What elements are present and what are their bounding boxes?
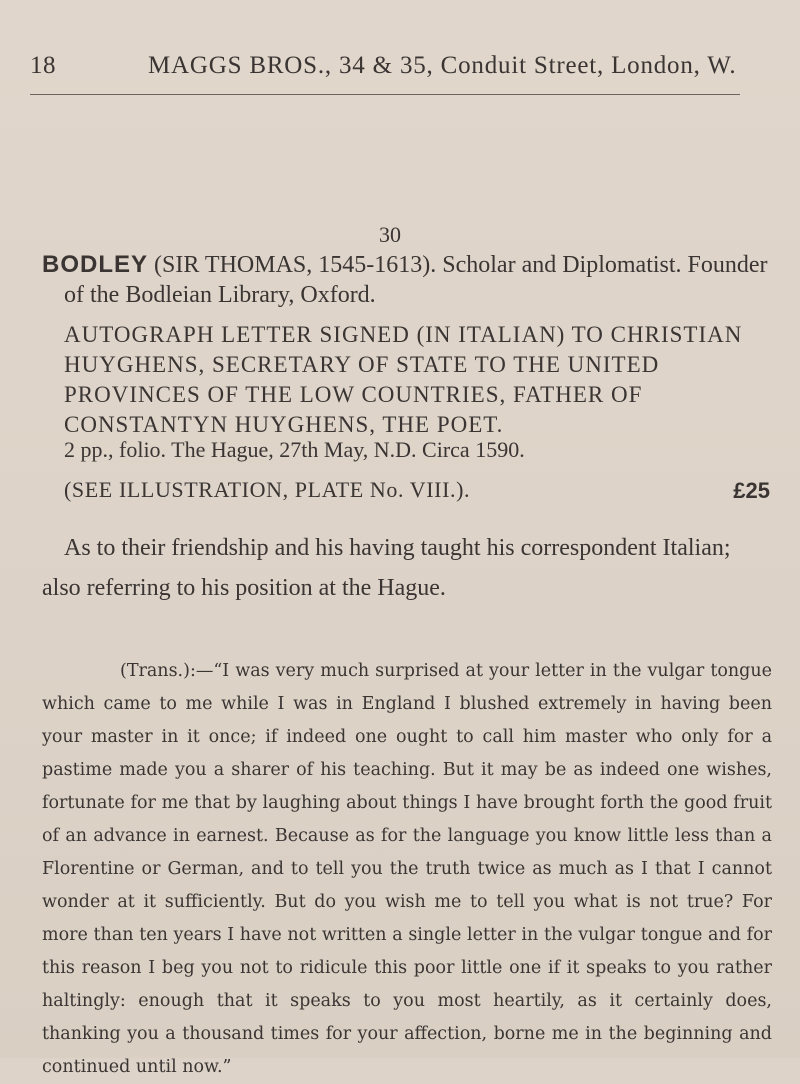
- lot-surname: BODLEY: [42, 251, 149, 278]
- translation-paragraph: (Trans.):—“I was very much surprised at your letter in the vulgar tongue which came to me while I was in England I blushed extremely in having been your master in it once; if indeed one ought to call him master who only for a pastime made you a sharer of his teaching. But it may be as indeed one wishes, fortunate for me that by laughing about things I have brought forth the good fruit of an advance in earnest. Because as for the language you know little less than a Florentine or German, and to tell you the truth twice as much as I that I cannot wonder at it sufficiently. But do you wish me to tell you what is not true? For more than ten years I have not written a single letter in the vulgar tongue and for this reason I beg you not to ridicule this poor little one if it speaks to you rather haltingly: enough that it speaks to you most heartily, as it certainly does, thanking you a thousand times for your affection, borne me in the beginning and continued until now.”: [42, 661, 772, 1077]
- lot-collation: 2 pp., folio. The Hague, 27th May, N.D. Circa 1590.: [64, 437, 525, 462]
- publisher-line: MAGGS BROS., 34 & 35, Conduit Street, London, W.: [148, 52, 737, 79]
- lot-heading: [42, 250, 782, 310]
- header-rule: [30, 94, 740, 95]
- lot-note: As to their friendship and his having taught his correspondent Italian; also referring to his position at the Hague.: [42, 535, 731, 601]
- lot-heading-text: (SIR THOMAS, 1545-1613). Scholar and Diplomatist. Founder of the Bodleian Library, Oxford.: [64, 252, 768, 308]
- lot-description: AUTOGRAPH LETTER SIGNED (IN ITALIAN) TO CHRISTIAN HUYGHENS, SECRETARY OF STATE TO THE UNITED PROVINCES OF THE LOW COUNTRIES, FATHER OF CONSTANTYN HUYGHENS, THE POET.: [64, 322, 743, 437]
- plate-reference: (SEE ILLUSTRATION, PLATE No. VIII.).: [64, 477, 471, 502]
- page-number: 18: [30, 52, 56, 79]
- lot-number: 30: [379, 222, 401, 247]
- lot-price: £25: [733, 478, 770, 503]
